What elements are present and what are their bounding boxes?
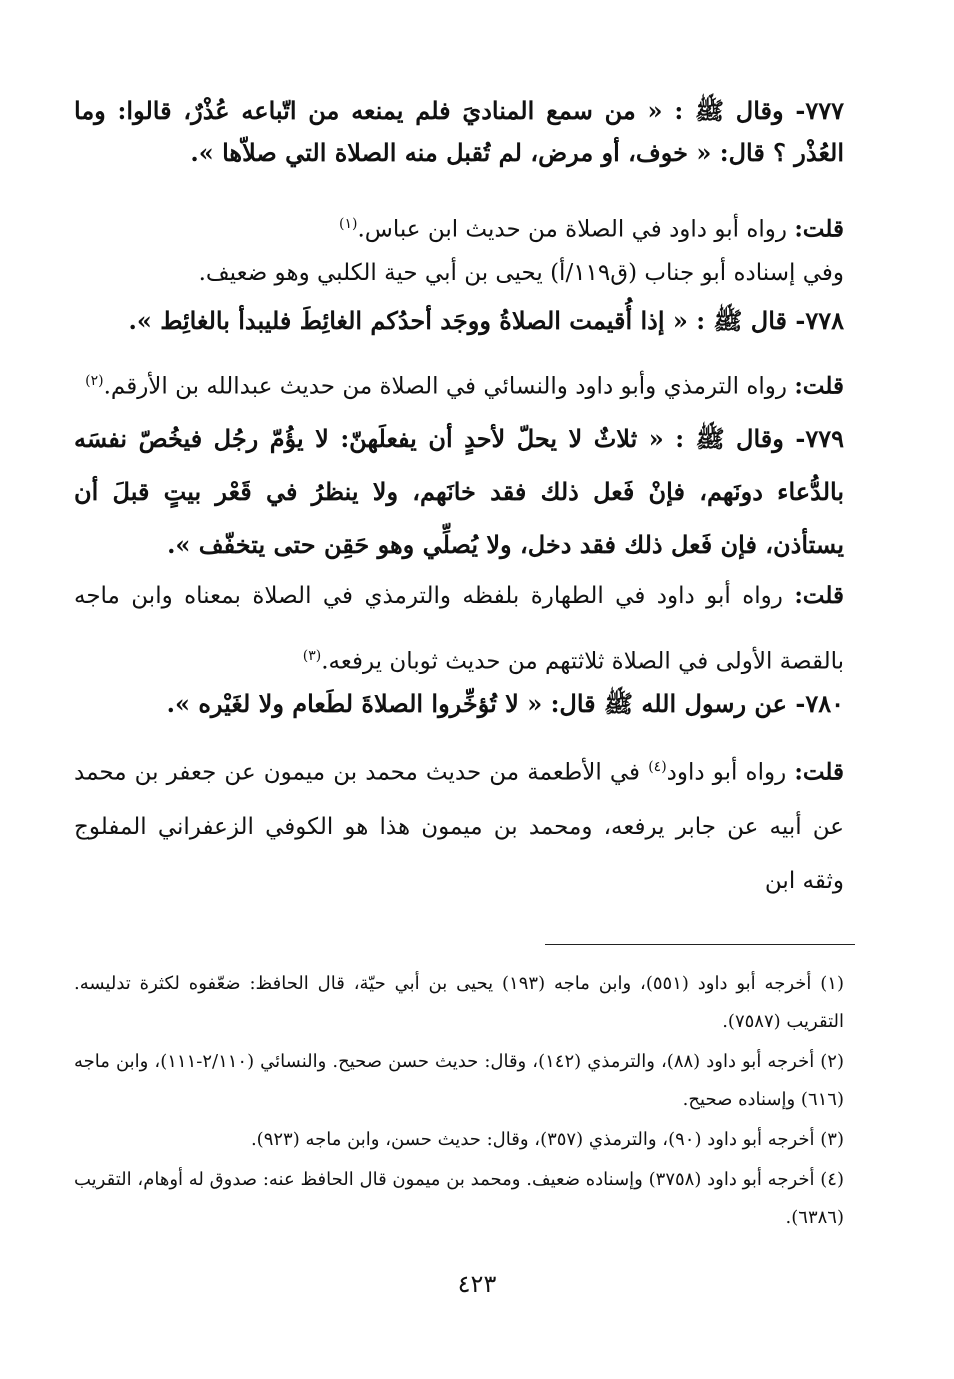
commentary-text: رواه أبو داود في الصلاة من حديث ابن عباس.: [357, 216, 787, 243]
commentary-text: رواه الترمذي وأبو داود والنسائي في الصلاة من حديث عبدالله بن الأرقم.: [103, 373, 787, 400]
hadith-number: ٧٧٨-: [795, 306, 844, 335]
page-number: ٤٢٣: [457, 1270, 497, 1298]
hadith-number: ٧٨٠-: [795, 689, 844, 718]
hadith-text: عن رسول الله ﷺ قال: « لا تُؤخِّروا الصلاةَ لطَعام ولا لغَيْره ».: [166, 689, 787, 718]
footnote-ref: (١): [338, 216, 358, 232]
footnote-ref: (٤): [648, 759, 667, 775]
hadith-778: [74, 300, 844, 342]
hadith-number: ٧٧٩-: [795, 424, 844, 453]
footnote-separator: [545, 944, 855, 945]
footnotes: [74, 965, 844, 1239]
qult-label: قلت:: [794, 758, 845, 786]
commentary-778: [74, 362, 844, 406]
footnote-3: (٣) أخرجه أبو داود (٩٠)، والترمذي (٣٥٧)، وقال: حديث حسن، وابن ماجه (٩٢٣).: [250, 1129, 844, 1150]
footnote-2: (٢) أخرجه أبو داود (٨٨)، والترمذي (١٤٢)، وقال: حديث حسن صحيح. والنسائي (٢/١١٠-١١١)، وابن ماجه (٦١٦) وإسناده صحيح.: [74, 1051, 844, 1110]
commentary-text: وفي إسناده أبو جناب (ق١١٩/أ) يحيى بن أبي حية الكلبي وهو ضعيف.: [198, 260, 844, 286]
hadith-780: [74, 683, 844, 725]
footnote-4: (٤) أخرجه أبو داود (٣٧٥٨) وإسناده ضعيف. ومحمد بن ميمون قال الحافظ عنه: صدوق له أوهام، التقريب (٦٣٨٦).: [74, 1169, 844, 1228]
commentary-text-start: رواه أبو داود: [666, 759, 787, 786]
commentary-text: في الأطعمة من حديث محمد بن ميمون عن جعفر بن محمد عن أبيه عن جابر يرفعه، ومحمد بن ميمون هذا هو الكوفي الزعفراني المفلوج وثقه ابن: [74, 759, 844, 894]
hadith-text: قال ﷺ : « إذا أُقيمت الصلاةُ ووجَد أحدُكم الغائِطَ فليبدأ بالغائِط ».: [128, 306, 787, 335]
hadith-779: [74, 412, 844, 571]
commentary-780: [74, 740, 844, 908]
qult-label: قلت:: [794, 582, 844, 609]
qult-label: قلت:: [794, 215, 844, 243]
qult-label: قلت:: [794, 372, 844, 400]
footnote-ref: (٢): [85, 373, 104, 389]
hadith-number: ٧٧٧-: [795, 96, 845, 125]
hadith-text: وقال ﷺ : « ثلاثٌ لا يحلّ لأحدٍ أن يفعلَهنّ: لا يؤُمّ رجُل فيخُصّ نفسَه بالدُّعاء دونَهم، فإنْ فَعل ذلك فقد خانَهم، ولا ينظرُ في قَعْر بيتٍ قبلَ أن يستأذن، فإن فَعل ذلك فقد دخل، ولا يُصلِّي وهو حَقِن حتى يتخفّف ».: [74, 424, 844, 559]
commentary-779: [74, 566, 844, 692]
commentary-text: رواه أبو داود في الطهارة بلفظه والترمذي في الصلاة بمعناه وابن ماجه بالقصة الأولى في الصلاة ثلاثتهم من حديث ثوبان يرفعه.: [74, 583, 844, 675]
hadith-777: [74, 90, 844, 174]
commentary-777-isnad: [74, 254, 844, 292]
commentary-777: [74, 205, 844, 249]
footnote-ref: (٣): [302, 648, 322, 664]
footnote-1: (١) أخرجه أبو داود (٥٥١)، وابن ماجه (١٩٣) يحيى بن أبي حيّة، قال الحافظ: ضعّفوه لكثرة تدليسه. التقريب (٧٥٨٧).: [74, 973, 844, 1032]
hadith-text: وقال ﷺ : « من سمع المناديَ فلم يمنعه من اتّباعه عُذْرٌ، قالوا: وما العُذْر ؟ قال: « خوف، أو مرض، لم تُقبل منه الصلاة التي صلاّها ».: [74, 96, 844, 167]
